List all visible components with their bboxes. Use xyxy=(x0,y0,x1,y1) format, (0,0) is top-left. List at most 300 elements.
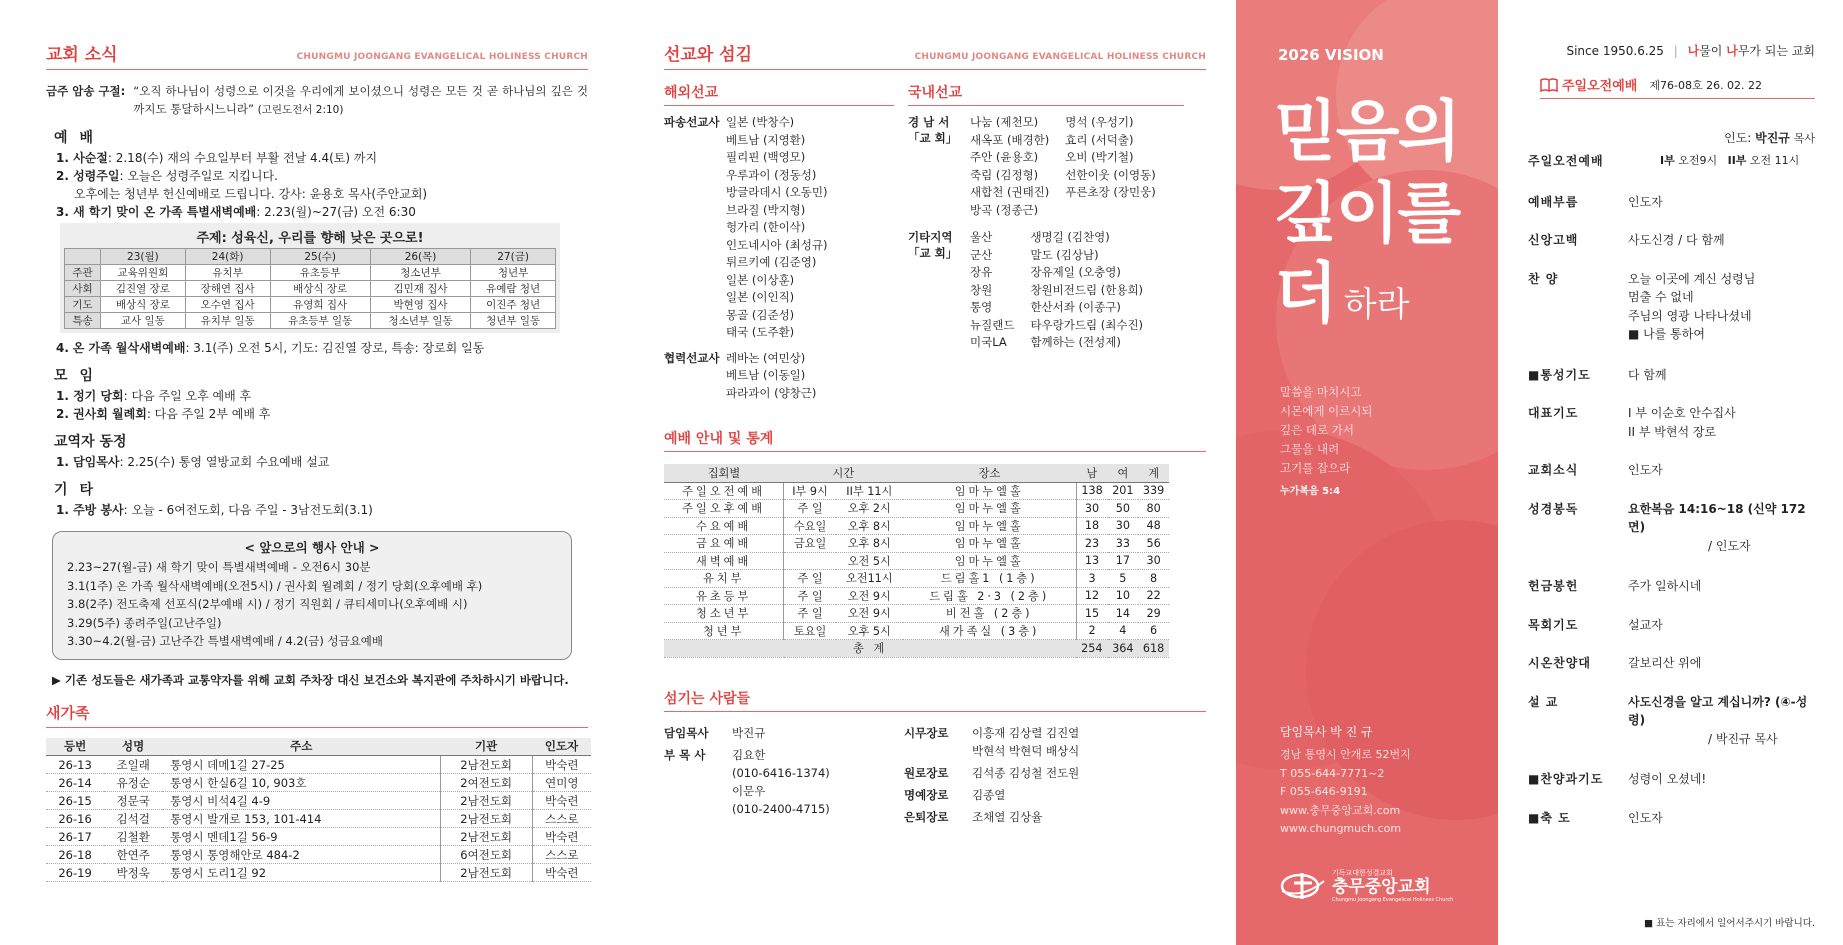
table-cell: 339 xyxy=(1138,482,1169,500)
church-item: 방곡 (정종근) xyxy=(970,202,1039,217)
missionary: 베트남 (지영환) xyxy=(726,132,806,147)
news-title: 교회 소식 xyxy=(46,45,118,65)
servant-name: 김석종 김성철 전도원 xyxy=(972,765,1080,780)
mission-group xyxy=(908,229,1184,352)
table-row xyxy=(46,792,591,810)
table-cell: 주일오후예배 xyxy=(664,500,784,518)
mission-group-label: 경 남 서 「교 회」 xyxy=(908,115,958,145)
table-cell: 23 xyxy=(1076,535,1107,553)
church-item: 새합천 (권태진) xyxy=(970,185,1050,199)
table-cell: 스스로 xyxy=(532,810,591,828)
worship-heading: 예배 xyxy=(54,130,106,146)
table-header-cell: 시간 xyxy=(784,464,903,482)
table-cell: 드림홀 2·3 (2층) xyxy=(903,587,1076,605)
servant-group xyxy=(904,808,1174,826)
table-cell: 임마누엘홀 xyxy=(903,552,1076,570)
table-cell: 사회 xyxy=(65,281,101,297)
order-label: ■축 도 xyxy=(1528,810,1571,825)
table-header-cell: 기관 xyxy=(440,738,532,756)
meeting-item: 2. 권사회 월례회: 다음 주일 2부 예배 후 xyxy=(56,407,271,421)
servant-name: 이흥재 김상렬 김진열 xyxy=(972,725,1080,740)
table-row xyxy=(664,517,1169,535)
order-value: II 부 박현석 장로 xyxy=(1628,424,1717,439)
servant-group xyxy=(904,786,1174,804)
table-cell: 14 xyxy=(1108,605,1139,623)
table-cell: 박숙련 xyxy=(532,864,591,882)
table-cell: 청소년부 일동 xyxy=(370,313,470,329)
newfamily-table xyxy=(46,738,591,883)
church-item: 죽림 (김정형) xyxy=(970,167,1039,182)
missionary: 레바논 (여민상) xyxy=(726,350,806,365)
table-cell: 201 xyxy=(1108,482,1139,500)
church-item: 푸른초장 (장민웅) xyxy=(1065,185,1156,199)
table-header-cell: 남 xyxy=(1076,464,1107,482)
order-label: 대표기도 xyxy=(1528,406,1579,420)
senior-pastor: 담임목사 박 진 규 xyxy=(1280,725,1373,739)
table-cell: 박숙련 xyxy=(532,828,591,846)
table-cell: 유치부 일동 xyxy=(185,313,270,329)
servant-name: 조채열 김상율 xyxy=(972,809,1043,824)
table-cell: 통영시 데메1길 27-25 xyxy=(162,756,440,774)
table-cell: 주 일 xyxy=(784,587,836,605)
servant-name: 김요한 xyxy=(732,747,766,762)
church-logo-icon xyxy=(1280,871,1326,901)
table-row xyxy=(664,570,1169,588)
mission-group-label: 협력선교사 xyxy=(664,350,720,365)
table-cell: 교육위원회 xyxy=(101,265,186,281)
table-cell: 통영시 멘데1길 56-9 xyxy=(162,828,440,846)
table-cell: 배상식 장로 xyxy=(270,281,370,297)
overseas-missions xyxy=(664,82,894,402)
table-cell: 26-17 xyxy=(46,828,104,846)
order-item xyxy=(1528,770,1815,789)
table-cell: 비전홀 (2층) xyxy=(903,605,1076,623)
table-row xyxy=(664,482,1169,500)
table-row xyxy=(664,622,1169,640)
church-item: 뉴질랜드 xyxy=(970,317,1015,332)
etc-item: 1. 주방 봉사: 오늘 - 6여전도회, 다음 주일 - 3남전도회(3.1) xyxy=(56,503,373,517)
address-line: F 055-646-9191 xyxy=(1280,785,1368,798)
worship-item: 1. 사순절: 2.18(수) 재의 수요일부터 부활 전날 4.4(토) 까지 xyxy=(56,151,378,165)
service-leader: 인도: 박진규 목사 xyxy=(1724,131,1815,145)
table-row xyxy=(65,281,556,297)
table-cell: 스스로 xyxy=(532,846,591,864)
table-row xyxy=(46,810,591,828)
table-cell: 12 xyxy=(1076,587,1107,605)
table-cell: 6여전도회 xyxy=(440,846,532,864)
table-cell xyxy=(784,552,836,570)
mission-header xyxy=(664,40,1206,70)
order-item xyxy=(1528,231,1815,250)
servant-role: 시무장로 xyxy=(904,725,949,740)
table-cell: 총 계 xyxy=(664,640,1076,658)
logo-english: Chungmu Joongang Evangelical Holiness Church xyxy=(1332,897,1454,903)
table-cell: 2여전도회 xyxy=(440,774,532,792)
church-item: 나눔 (제천모) xyxy=(970,115,1039,129)
stats-title: 예배 안내 및 통계 xyxy=(664,428,1206,452)
order-value: 인도자 xyxy=(1628,194,1663,209)
table-cell: 2남전도회 xyxy=(440,828,532,846)
newfamily-title: 새가족 xyxy=(46,703,90,722)
table-header-cell: 인도자 xyxy=(532,738,591,756)
servant-role: 명예장로 xyxy=(904,787,949,802)
total-row xyxy=(664,640,1169,658)
table-row xyxy=(46,846,591,864)
servant-role: 부 목 사 xyxy=(664,747,706,762)
order-label: ■통성기도 xyxy=(1528,367,1591,382)
table-row xyxy=(664,552,1169,570)
order-item xyxy=(1528,193,1815,212)
order-value: 멈출 수 없네 xyxy=(1628,290,1694,304)
servant-name: 박현석 박현덕 배상식 xyxy=(972,743,1080,758)
motto: 무가 되는 교회 xyxy=(1737,44,1815,58)
servants-title: 섬기는 사람들 xyxy=(664,688,1206,712)
table-cell: 조일래 xyxy=(104,756,162,774)
book-icon xyxy=(1540,78,1558,92)
church-item: 주안 (윤용호) xyxy=(970,150,1039,164)
church-address xyxy=(1280,746,1411,839)
table-cell: 드림홀1 (1층) xyxy=(903,570,1076,588)
verse-text: “오직 하나님이 성령으로 이것을 우리에게 보이셨으니 성령은 모든 것 곧 하나님의 깊은 것까지도 통달하시느니라” xyxy=(133,84,588,116)
worship-item-4: 4. 온 가족 월삭새벽예배: 3.1(주) 오전 5시, 기도: 김진열 장로, 특송: 장로회 일동 xyxy=(56,341,485,355)
missionary: 튀르키예 (김준영) xyxy=(726,255,817,269)
order-value: 사도신경을 알고 계십니까? (④-성령) xyxy=(1628,694,1808,727)
table-cell: 오후 8시 xyxy=(836,517,903,535)
table-row xyxy=(46,828,591,846)
memory-verse xyxy=(46,82,588,119)
table-header-cell: 26(목) xyxy=(370,249,470,265)
table-header-cell: 23(월) xyxy=(101,249,186,265)
servant-group xyxy=(904,724,1174,760)
mission-group-label: 기타지역 「교 회」 xyxy=(908,230,958,260)
table-cell: 정문국 xyxy=(104,792,162,810)
order-of-service xyxy=(1528,193,1815,828)
table-cell: 26-14 xyxy=(46,774,104,792)
event-item: 3.29(5주) 종려주일(고난주일) xyxy=(67,615,222,630)
table-cell: 통영시 한실6길 10, 903호 xyxy=(162,774,440,792)
address-line: www.chungmuch.com xyxy=(1280,822,1402,835)
table-cell: 주일오전예배 xyxy=(664,482,784,500)
table-cell: 254 xyxy=(1076,640,1107,658)
table-cell: 2 xyxy=(1076,622,1107,640)
table-cell: 26-19 xyxy=(46,864,104,882)
mission-group xyxy=(664,350,894,403)
order-value: 주님의 영광 나타나셨네 xyxy=(1628,308,1752,323)
verse-ref: (고린도전서 2:10) xyxy=(257,104,344,116)
order-label: 목회기도 xyxy=(1528,617,1579,632)
minister-item: 1. 담임목사: 2.25(수) 통영 열방교회 수요예배 설교 xyxy=(56,455,330,469)
prayer-schedule-table xyxy=(64,248,556,329)
poem-line: 시몬에게 이르시되 xyxy=(1280,404,1373,418)
table-cell: 오수연 집사 xyxy=(185,297,270,313)
order-panel xyxy=(1498,0,1843,945)
table-cell: 배상식 장로 xyxy=(101,297,186,313)
poem-reference: 누가복음 5:4 xyxy=(1280,486,1341,497)
order-label: 시온찬양대 xyxy=(1528,656,1591,670)
table-cell: 유초등부 xyxy=(270,265,370,281)
logo-name: 충무중앙교회 xyxy=(1332,877,1431,897)
table-row xyxy=(664,535,1169,553)
parking-notice: ▶ 기존 성도들은 새가족과 교통약자를 위해 교회 주차장 대신 보건소와 복지관에 주차하시기 바랍니다. xyxy=(52,672,569,687)
order-item xyxy=(1528,577,1815,596)
church-item: 효리 (서덕출) xyxy=(1065,132,1134,147)
table-cell: 임마누엘홀 xyxy=(903,517,1076,535)
table-cell: 2남전도회 xyxy=(440,810,532,828)
table-cell: 새벽예배 xyxy=(664,552,784,570)
cover-poem xyxy=(1280,383,1373,478)
table-cell: 수요예배 xyxy=(664,517,784,535)
missionary: 필리핀 (백영모) xyxy=(726,150,806,164)
table-cell: 임마누엘홀 xyxy=(903,535,1076,553)
etc-list xyxy=(56,501,588,519)
church-item: 장유제일 (오충영) xyxy=(1030,265,1121,279)
table-cell: 김민재 집사 xyxy=(370,281,470,297)
table-header-cell: 집회별 xyxy=(664,464,784,482)
table-cell: 김진열 장로 xyxy=(101,281,186,297)
church-item: 오비 (박기철) xyxy=(1065,150,1134,164)
table-cell: 22 xyxy=(1138,587,1169,605)
minister-list xyxy=(56,453,588,471)
order-value: 다 함께 xyxy=(1628,367,1667,382)
table-cell: 6 xyxy=(1138,622,1169,640)
servant-role: 은퇴장로 xyxy=(904,809,949,824)
table-cell: 박숙련 xyxy=(532,756,591,774)
mission-group-label: 파송선교사 xyxy=(664,115,720,129)
table-cell: 13 xyxy=(1076,552,1107,570)
table-cell: 30 xyxy=(1138,552,1169,570)
church-item: 창원비전드림 (한용희) xyxy=(1030,282,1144,297)
order-value: I 부 이순호 안수집사 xyxy=(1628,406,1736,420)
table-cell: 통영시 통영해안로 484-2 xyxy=(162,846,440,864)
poem-line: 깊은 데로 가서 xyxy=(1280,423,1354,437)
table-cell: 토요일 xyxy=(784,622,836,640)
table-cell: 2남전도회 xyxy=(440,756,532,774)
service-times: 주일오전예배 I부 오전9시 II부 오전 11시 xyxy=(1528,154,1800,168)
table-cell: 장해연 집사 xyxy=(185,281,270,297)
order-item xyxy=(1528,809,1815,828)
table-cell: 18 xyxy=(1076,517,1107,535)
order-header xyxy=(1540,65,1815,99)
missionary: 일본 (이상훈) xyxy=(726,272,795,287)
table-cell: 오전 9시 xyxy=(836,605,903,623)
overseas-title: 해외선교 xyxy=(664,82,894,106)
vision-label: 2026 VISION xyxy=(1278,46,1384,64)
order-label: 성경봉독 xyxy=(1528,501,1579,516)
order-value: 성령이 오셨네! xyxy=(1628,772,1707,786)
standing-footnote: ■ 표는 자리에서 일어서주시기 바랍니다. xyxy=(1644,918,1815,929)
table-cell: 박현영 집사 xyxy=(370,297,470,313)
table-cell: 이진주 청년 xyxy=(471,297,556,313)
poem-line: 그물을 내려 xyxy=(1280,442,1340,456)
table-cell: 유초등부 xyxy=(664,587,784,605)
order-item xyxy=(1528,404,1815,441)
servant-role: 원로장로 xyxy=(904,765,949,780)
newfamily-header xyxy=(46,702,588,728)
since-line: Since 1950.6.25 | 나물이 나무가 되는 교회 xyxy=(1566,44,1815,58)
order-item xyxy=(1528,461,1815,480)
church-item: 생명길 (김찬영) xyxy=(1030,230,1110,244)
table-cell: 박정욱 xyxy=(104,864,162,882)
table-cell: 금요예배 xyxy=(664,535,784,553)
table-cell: 618 xyxy=(1138,640,1169,658)
worship-stats-table xyxy=(664,464,1169,658)
prayer-schedule-title: 주제: 성육신, 우리를 향해 낮은 곳으로! xyxy=(196,231,424,246)
church-item: 한산서좌 (이종구) xyxy=(1030,300,1121,314)
event-item: 3.1(1주) 온 가족 월삭새벽예배(오전5시) / 권사회 월례회 / 정기 당회(오후예배 후) xyxy=(67,578,483,593)
table-header-cell: 여 xyxy=(1108,464,1139,482)
servant-group xyxy=(664,724,884,742)
order-item xyxy=(1528,500,1815,556)
table-cell: 10 xyxy=(1108,587,1139,605)
table-cell: 유치부 xyxy=(664,570,784,588)
missionary: 일본 (이인직) xyxy=(726,290,795,304)
table-header-cell: 27(금) xyxy=(471,249,556,265)
event-item: 3.30~4.2(월-금) 고난주간 특별새벽예배 / 4.2(금) 성금요예배 xyxy=(67,634,384,648)
table-cell: 임마누엘홀 xyxy=(903,500,1076,518)
worship-item: 2. 성령주일: 오늘은 성령주일로 지킵니다. xyxy=(56,169,278,183)
table-header-cell: 계 xyxy=(1138,464,1169,482)
service-name: 주일오전예배 xyxy=(1562,79,1638,94)
church-item: 창원 xyxy=(970,282,993,297)
servant-name: 김종열 xyxy=(972,787,1006,802)
table-cell: 교사 일동 xyxy=(101,313,186,329)
poem-line: 고기를 잡으라 xyxy=(1280,461,1351,475)
worship-item: 3. 새 학기 맞이 온 가족 특별새벽예배: 2.23(월)~27(금) 오전 6:30 xyxy=(56,205,416,219)
mission-title: 선교와 섬김 xyxy=(664,45,753,65)
order-label: 교회소식 xyxy=(1528,463,1579,477)
table-header-cell: 장소 xyxy=(903,464,1076,482)
order-label: 설 교 xyxy=(1528,694,1559,709)
table-cell: 박숙련 xyxy=(532,792,591,810)
address-line: T 055-644-7771~2 xyxy=(1280,766,1385,780)
table-cell: 26-16 xyxy=(46,810,104,828)
missionary: 파라과이 (양창근) xyxy=(726,385,817,400)
missions xyxy=(664,82,1206,402)
table-cell: 30 xyxy=(1108,517,1139,535)
event-item: 3.8(2주) 전도축제 선포식(2부예배 시) / 정기 직원회 / 큐티세미나(오후예배 시) xyxy=(67,597,468,611)
missionary: 몽골 (김준성) xyxy=(726,307,795,322)
table-cell: 2남전도회 xyxy=(440,864,532,882)
meeting-list xyxy=(56,387,588,423)
table-cell: 오전11시 xyxy=(836,570,903,588)
table-cell: 통영시 도리1길 92 xyxy=(162,864,440,882)
issue-number: 제76-08호 26. 02. 22 xyxy=(1649,78,1763,92)
order-item xyxy=(1528,270,1815,344)
table-header-cell xyxy=(65,249,101,265)
table-row xyxy=(46,756,591,774)
church-english-name: CHUNGMU JOONGANG EVANGELICAL HOLINESS CHURCH xyxy=(914,52,1206,62)
missionary: 브라질 (박지형) xyxy=(726,202,806,217)
missionary: 인도네시아 (최성규) xyxy=(726,237,828,252)
event-item: 2.23~27(월-금) 새 학기 맞이 특별새벽예배 - 오전6시 30분 xyxy=(67,560,371,574)
church-item: 선한이웃 (이영동) xyxy=(1065,167,1156,182)
table-cell: 30 xyxy=(1076,500,1107,518)
order-value: ■ 나를 통하여 xyxy=(1628,327,1705,341)
mission-group xyxy=(908,114,1184,219)
order-item xyxy=(1528,366,1815,385)
table-cell: 주 일 xyxy=(784,605,836,623)
cover-panel xyxy=(1236,0,1498,945)
table-header-cell: 24(화) xyxy=(185,249,270,265)
table-cell: 3 xyxy=(1076,570,1107,588)
domestic-missions xyxy=(908,82,1184,402)
order-label: 찬 양 xyxy=(1528,271,1559,286)
order-label: 헌금봉헌 xyxy=(1528,579,1579,593)
order-value: 인도자 xyxy=(1628,810,1663,825)
order-value: 오늘 이곳에 계신 성령님 xyxy=(1628,271,1756,286)
servant-group xyxy=(904,764,1174,782)
missionary: 방글라데시 (오동민) xyxy=(726,185,828,199)
table-cell: 청년부 일동 xyxy=(471,313,556,329)
table-cell: 80 xyxy=(1138,500,1169,518)
missionary: 일본 (박창수) xyxy=(726,115,795,129)
table-cell: 유영희 집사 xyxy=(270,297,370,313)
missionary: 우루과이 (정동성) xyxy=(726,167,817,182)
order-value: 주가 일하시네 xyxy=(1628,579,1702,593)
table-row xyxy=(65,313,556,329)
church-item: 말도 (김상남) xyxy=(1030,247,1099,262)
minister-heading: 교역자 동정 xyxy=(54,434,127,450)
table-cell: 통영시 비석4길 4-9 xyxy=(162,792,440,810)
table-cell: 48 xyxy=(1138,517,1169,535)
cover-line-3: 더하라 xyxy=(1274,255,1410,332)
church-item: 군산 xyxy=(970,247,993,262)
table-row xyxy=(65,297,556,313)
church-item: 타우랑가드림 (최수진) xyxy=(1030,317,1144,332)
mission-group xyxy=(664,114,894,342)
table-cell: 김철환 xyxy=(104,828,162,846)
order-value: 인도자 xyxy=(1628,463,1663,477)
news-panel xyxy=(0,0,618,945)
table-cell: 유치부 xyxy=(185,265,270,281)
table-row xyxy=(664,605,1169,623)
meeting-item: 1. 정기 당회: 다음 주일 오후 예배 후 xyxy=(56,389,252,403)
table-cell: I부 9시 xyxy=(784,482,836,500)
table-cell: 기도 xyxy=(65,297,101,313)
table-cell: 17 xyxy=(1108,552,1139,570)
order-item xyxy=(1528,654,1815,673)
missionary: 태국 (도주환) xyxy=(726,325,795,339)
table-header-cell: 등번 xyxy=(46,738,104,756)
table-cell: 한연주 xyxy=(104,846,162,864)
table-cell: 오후 2시 xyxy=(836,500,903,518)
servant-name: (010-2400-4715) xyxy=(732,801,830,816)
events-title: < 앞으로의 행사 안내 > xyxy=(244,540,380,555)
table-cell: 364 xyxy=(1108,640,1139,658)
order-value: 사도신경 / 다 함께 xyxy=(1628,233,1725,247)
table-cell: 유초등부 일동 xyxy=(270,313,370,329)
table-cell: 29 xyxy=(1138,605,1169,623)
etc-heading: 기타 xyxy=(54,482,106,498)
church-logo xyxy=(1280,868,1453,903)
order-item xyxy=(1528,693,1815,749)
servant-name: 박진규 xyxy=(732,725,766,740)
prayer-schedule xyxy=(60,223,560,333)
table-cell: 5 xyxy=(1108,570,1139,588)
table-cell: 오후 8시 xyxy=(836,535,903,553)
order-item xyxy=(1528,616,1815,635)
servant-group xyxy=(664,746,884,818)
upcoming-events xyxy=(52,531,572,660)
since-date: Since 1950.6.25 xyxy=(1566,44,1664,58)
servant-name: 이문우 xyxy=(732,783,766,798)
church-english-name: CHUNGMU JOONGANG EVANGELICAL HOLINESS CHURCH xyxy=(296,52,588,62)
table-header-cell: 성명 xyxy=(104,738,162,756)
order-value: 요한복음 14:16~18 (신약 172면) xyxy=(1628,501,1806,534)
table-row xyxy=(65,265,556,281)
table-cell: 56 xyxy=(1138,535,1169,553)
order-label: 신앙고백 xyxy=(1528,233,1579,247)
